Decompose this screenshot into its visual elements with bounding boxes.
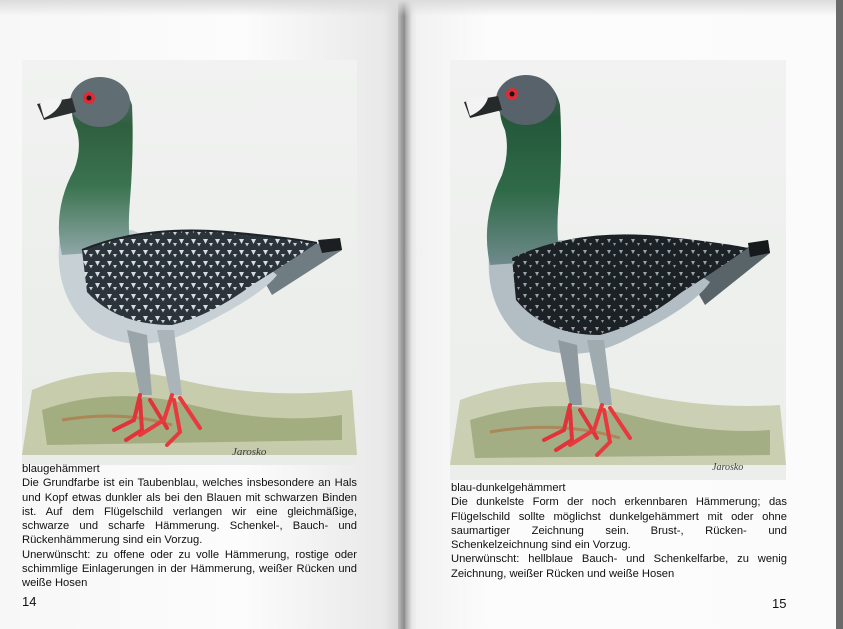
description-left: Die Grundfarbe ist ein Taubenblau, welches insbesondere an Hals und Kopf etwas dunkler als bei den Blauen mit schwarzen Binden ist. Auf dem Flügelschild verlangen wir eine gleichmäßige, schwarze und scharfe Hämmerung. Schenkel-, Bauch- und Rückenhämmerung sind ein Vorzug. <box>22 477 357 547</box>
page-number-right: 15 <box>772 596 787 611</box>
illustration-blaugehaemmert <box>22 60 357 465</box>
artist-signature-left: Jarosko <box>232 446 267 458</box>
breed-title-right: blau-dunkelgehämmert <box>451 482 566 494</box>
book-spine <box>398 0 412 629</box>
illustration-blau-dunkelgehaemmert <box>450 60 786 480</box>
page-number-left: 14 <box>22 594 37 609</box>
caption-left <box>22 462 357 591</box>
caption-right <box>451 481 787 581</box>
pigeon-illustration-right <box>450 60 786 480</box>
top-shadow <box>0 0 843 16</box>
scan-edge <box>836 0 843 629</box>
description-right: Die dunkelste Form der noch erkennbaren Hämmerung; das Flügelschild sollte möglichst dunkelgehämmert mit oder ohne saumartiger Zeichnung sein. Brust-, Rücken- und Schenkelzeichnung sind ein Vorzug. <box>451 496 787 552</box>
pigeon-illustration-left <box>22 60 357 465</box>
undesired-right: Unerwünscht: hellblaue Bauch- und Schenkelfarbe, zu wenig Zeichnung, weißer Rücken und weiße Hosen <box>451 553 787 580</box>
undesired-left: Unerwünscht: zu offene oder zu volle Hämmerung, rostige oder schimmlige Einlagerungen in der Hämmerung, weißer Rücken und weiße Hosen <box>22 548 357 590</box>
breed-title-left: blaugehämmert <box>22 463 100 475</box>
artist-signature-right: Jarosko <box>712 462 744 473</box>
